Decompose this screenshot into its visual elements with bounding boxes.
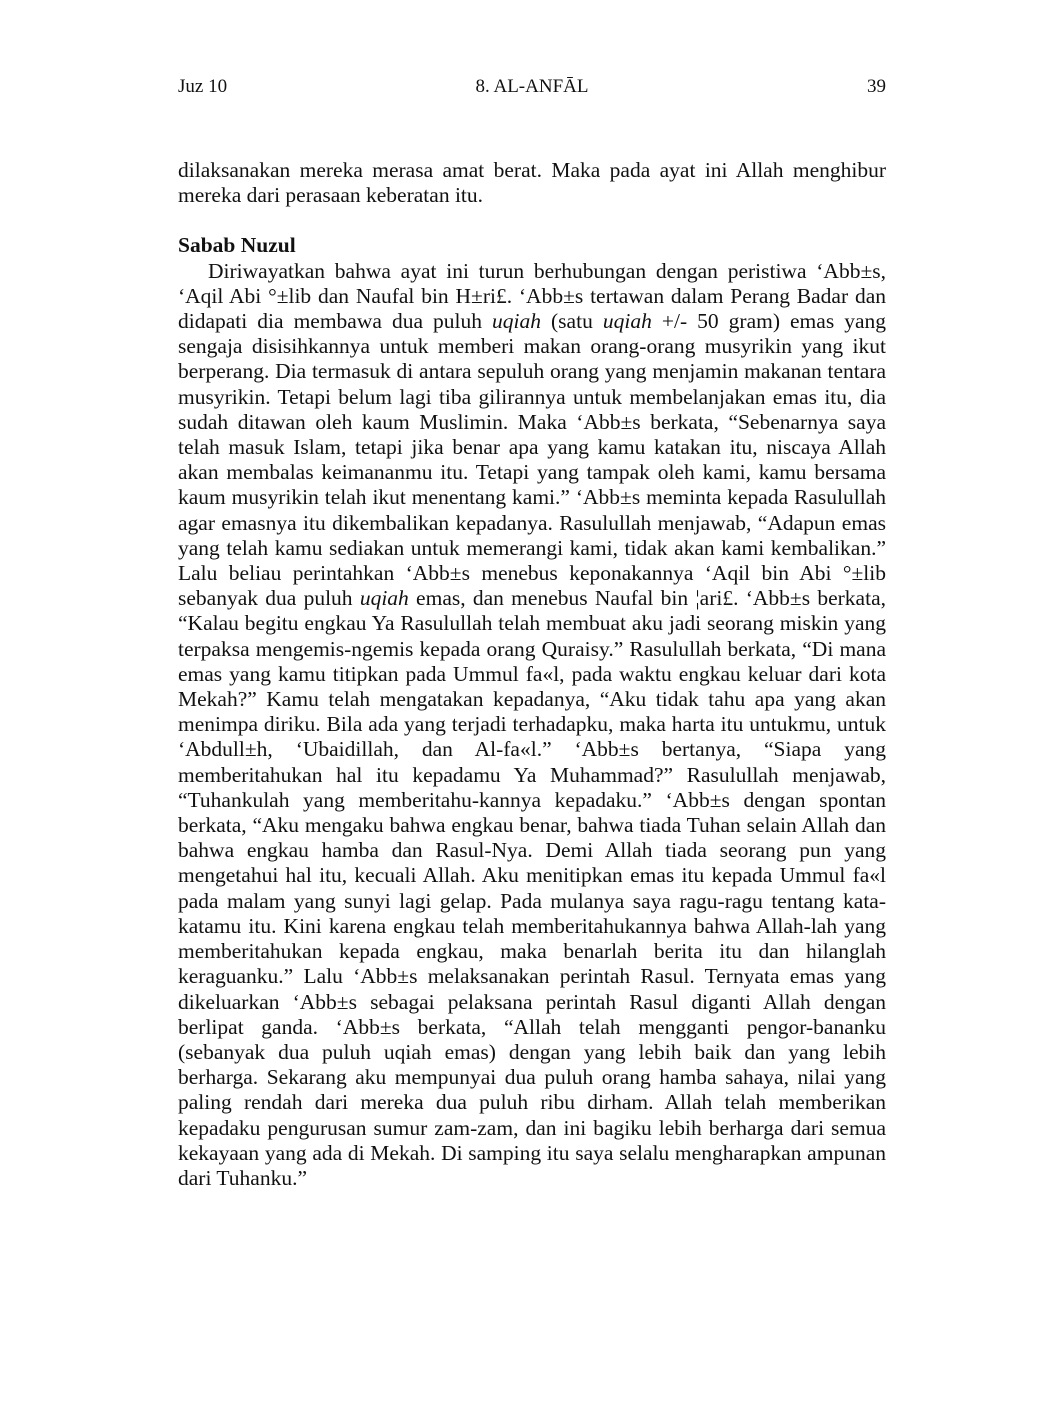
running-header	[178, 76, 886, 102]
surah-title: 8. AL-ANFĀL	[475, 76, 589, 97]
intro-paragraph: dilaksanakan mereka merasa amat berat. Maka pada ayat ini Allah menghibur mereka dari perasaan keberatan itu.	[178, 158, 886, 208]
page-body	[178, 158, 886, 1191]
body-text: emas, dan menebus Naufal bin ¦ari£. ‘Abb±s berkata, “Kalau begitu engkau Ya Rasulullah telah membuat aku jadi seorang miskin yang terpaksa mengemis-ngemis kepada orang Quraisy.” Rasulullah berkata, “Di mana emas yang kamu titipkan pada Ummul fa«l, pada waktu engkau keluar dari kota Mekah?” Kamu telah mengatakan kepadanya, “Aku tidak tahu apa yang akan menimpa diriku. Bila ada yang terjadi terhadapku, maka harta itu untukmu, untuk ‘Abdull±h, ‘Ubaidillah, dan Al-fa«l.” ‘Abb±s bertanya, “Siapa yang memberitahukan hal itu kepadamu Ya Muhammad?” Rasulullah menjawab, “Tuhankulah yang memberitahu-kannya kepadaku.” ‘Abb±s dengan spontan berkata, “Aku mengaku bahwa engkau benar, bahwa tiada Tuhan selain Allah dan bahwa engkau hamba dan Rasul-Nya. Demi Allah tiada seorang pun yang mengetahui hal itu, kecuali Allah. Aku menitipkan emas itu kepada Ummul fa«l pada malam yang sunyi lagi gelap. Pada mulanya saya ragu-ragu tentang kata-katamu itu. Kini karena engkau telah memberitahukannya bahwa Allah-lah yang memberitahukan kepada engkau, maka benarlah berita itu dan hilanglah keraguanku.” Lalu ‘Abb±s melaksanakan perintah Rasul. Ternyata emas yang dikeluarkan ‘Abb±s sebagai pelaksana perintah Rasul diganti Allah dengan berlipat ganda. ‘Abb±s berkata, “Allah telah mengganti pengor-bananku (sebanyak dua puluh uqiah emas) dengan yang lebih baik dan yang lebih berharga. Sekarang aku mempunyai dua puluh orang hamba sahaya, nilai yang paling rendah dari mereka dua puluh ribu dirham. Allah telah memberikan kepadaku pengurusan sumur zam-zam, dan ini bagiku lebih berharga dari semua kekayaan yang ada di Mekah. Di samping itu saya selalu mengharapkan ampunan dari Tuhanku.”	[178, 586, 886, 1190]
italic-term: uqiah	[602, 309, 652, 334]
body-text: (satu	[541, 309, 603, 334]
juz-label: Juz 10	[178, 76, 228, 97]
italic-term: uqiah	[492, 309, 541, 334]
body-text: +/- 50 gram) emas yang sengaja disisihkannya untuk memberi makan orang-orang musyrikin yang ikut berperang. Dia termasuk di antara sepuluh orang yang menjamin makanan tentara musyrikin. Tetapi belum lagi tiba gilirannya untuk membelanjakan emas itu, dia sudah ditawan oleh kaum Muslimin. Maka ‘Abb±s berkata, “Sebenarnya saya telah masuk Islam, tetapi jika benar apa yang kamu katakan itu, niscaya Allah akan membalas keimananmu itu. Tetapi yang tampak oleh kami, kamu bersama kaum musyrikin telah ikut menentang kami.” ‘Abb±s meminta kepada Rasulullah agar emasnya itu dikembalikan kepadanya. Rasulullah menjawab, “Adapun emas yang telah kamu sediakan untuk memerangi kami, tidak akan kami kembalikan.” Lalu beliau perintahkan ‘Abb±s menebus keponakannya ‘Aqil bin Abi °±lib sebanyak dua puluh	[178, 309, 887, 611]
section-heading: Sabab Nuzul	[178, 233, 296, 258]
page-number: 39	[867, 76, 886, 97]
sabab-nuzul-paragraph	[178, 259, 886, 1192]
italic-term: uqiah	[359, 586, 409, 611]
body-text: Diriwayatkan bahwa ayat ini turun berhubungan dengan peristiwa ‘Abb±s, ‘Aqil Abi °±lib dan Naufal bin H±ri£. ‘Abb±s tertawan dalam Perang Badar dan didapati dia membawa dua puluh	[178, 258, 886, 334]
